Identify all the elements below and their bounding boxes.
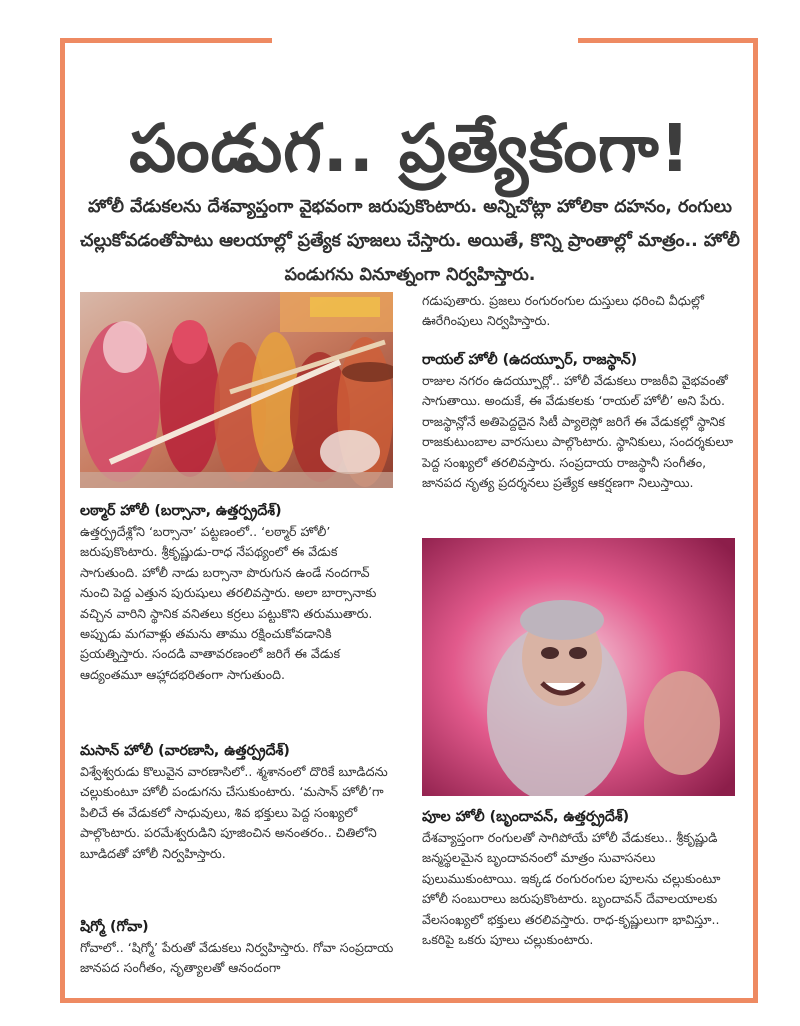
phoolon-holi-heading: పూల హోలీ (బృందావన్, ఉత్తర్ప్రదేశ్) [422, 809, 630, 825]
frame-border-top-right [578, 38, 758, 43]
frame-border-left [60, 38, 65, 1003]
masan-holi-body: విశ్వేశ్వరుడు కొలువైన వారణాసిలో.. శ్మశానంలో దొరికే బూడిదను చల్లుకుంటూ హోలీ పండుగను చేసుకుంటారు. ‘మసాన్ హోలీ’గా పిలిచే ఈ వేడుకలో సాధువులు, శివ భక్తులు పెద్ద సంఖ్యలో పాల్గొంటారు. పరమేశ్వరుడిని పూజించిన అనంతరం.. చితిలోని బూడిదతో హోలీ నిర్వహిస్తారు. [80, 764, 388, 861]
masan-holi-heading: మసాన్ హోలీ (వారణాసి, ఉత్తర్ప్రదేశ్) [80, 743, 290, 759]
royal-holi-section [422, 349, 740, 493]
phoolon-holi-body: దేశవ్యాప్తంగా రంగులతో సాగిపోయే హోలీ వేడుకలు.. శ్రీకృష్ణుడి జన్మస్థలమైన బృందావనంలో మాత్రం సువాసనలు పులుముకుంటాయి. ఇక్కడ రంగురంగుల పూలను చల్లుకుంటూ హోలీ సంబురాలు జరుపుకొంటారు. బృందావన్ దేవాలయాలకు వేలసంఖ్యలో భక్తులు తరలివస్తారు. రాధ-కృష్ణులుగా భావిస్తూ.. ఒకరిపై ఒకరు పూలు చల్లుకుంటారు. [422, 830, 721, 948]
phoolon-holi-section [422, 806, 740, 950]
frame-border-top-left [60, 38, 272, 43]
shigmo-body-continued: గడుపుతారు. ప్రజలు రంగురంగుల దుస్తులు ధరించి వీధుల్లో ఊరేగింపులు నిర్వహిస్తారు. [422, 293, 704, 329]
frame-border-bottom [60, 998, 758, 1003]
shigmo-continuation [422, 291, 740, 332]
frame-border-right [753, 38, 758, 1003]
shigmo-heading: షిగ్మో (గోవా) [80, 919, 149, 935]
lathmar-holi-heading: లఠ్మార్ హోలీ (బర్సానా, ఉత్తర్ప్రదేశ్) [80, 503, 282, 519]
lathmar-holi-section [80, 500, 396, 685]
article-intro: హోలీ వేడుకలను దేశవ్యాప్తంగా వైభవంగా జరుపుకొంటారు. అన్నిచోట్లా హోలికా దహనం, రంగులు చల్లుకోవడంతోపాటు ఆలయాల్లో ప్రత్యేక పూజలు చేస్తారు. అయితే, కొన్ని ప్రాంతాల్లో మాత్రం.. హోలీ పండుగను వినూత్నంగా నిర్వహిస్తారు. [80, 196, 740, 285]
lathmar-holi-body: ఉత్తర్ప్రదేశ్లోని ‘బర్సానా’ పట్టణంలో.. ‘లఠ్మార్ హోలీ’ జరుపుకొంటారు. శ్రీకృష్ణుడు-రాధ నేపథ్యంలో ఈ వేడుక సాగుతుంది. హోలీ నాడు బర్సానా పొరుగున ఉండే నందగావ్ నుంచి పెద్ద ఎత్తున పురుషులు తరలివస్తారు. అలా బార్సానాకు వచ్చిన వారిని స్థానిక వనితలు కర్రలు పట్టుకొని తరుముతారు. అప్పుడు మగవాళ్లు తమను తాము రక్షించుకోవడానికి ప్రయత్నిస్తారు. సందడి వాతావరణంలో జరిగే ఈ వేడుక ఆద్యంతమూ ఆహ్లాదభరితంగా సాగుతుంది. [80, 524, 377, 682]
royal-holi-body: రాజుల నగరం ఉదయ్పూర్లో.. హోలీ వేడుకలు రాజఠీవి వైభవంతో సాగుతాయి. అందుకే, ఈ వేడుకలకు ‘రాయల్ హోలీ’ అని పేరు. రాజస్థాన్లోనే అతిపెద్దదైన సిటీ ప్యాలెస్లో జరిగే ఈ వేడుకల్లో స్థానిక రాజకుటుంబాల వారసులు పాల్గొంటారు. స్థానికులు, సందర్శకులూ పెద్ద సంఖ్యలో తరలివస్తారు. సంప్రదాయ రాజస్థానీ సంగీతం, జానపద నృత్య ప్రదర్శనలు ప్రత్యేక ఆకర్షణగా నిలుస్తాయి. [422, 373, 734, 491]
lathmar-holi-photo [80, 292, 393, 488]
royal-holi-heading: రాయల్ హోలీ (ఉదయ్పూర్, రాజస్థాన్) [422, 352, 638, 368]
article-headline: పండుగ.. ప్రత్యేకంగా! [129, 110, 691, 188]
phoolon-holi-photo [422, 538, 735, 796]
masan-holi-section [80, 740, 396, 864]
shigmo-section [80, 916, 396, 979]
shigmo-body: గోవాలో.. ‘షిగ్మో’ పేరుతో వేడుకలు నిర్వహిస్తారు. గోవా సంప్రదాయ జానపద సంగీతం, నృత్యాలతో ఆనందంగా [80, 940, 394, 976]
